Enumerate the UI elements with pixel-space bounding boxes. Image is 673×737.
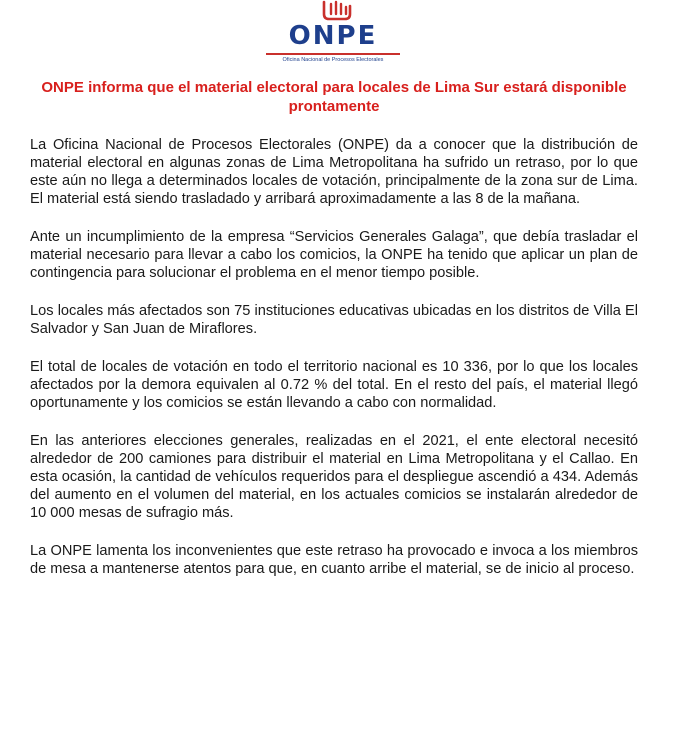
paragraph-6: La ONPE lamenta los inconvenientes que este retraso ha provocado e invoca a los miembros de mesa a mantenerse atentos para que, en cuanto arribe el material, se de inicio al proceso. — [30, 543, 638, 577]
logo-wordmark: ONPE — [288, 21, 378, 51]
logo-divider — [266, 53, 400, 55]
onpe-logo — [258, 0, 408, 66]
logo-subtitle: Oficina Nacional de Procesos Electorales — [282, 57, 384, 63]
press-release-body — [30, 136, 638, 598]
ballot-hand-icon — [320, 0, 354, 22]
paragraph-5: En las anteriores elecciones generales, realizadas en el 2021, el ente electoral necesitó alrededor de 200 camiones para distribuir el material en Lima Metropolitana y el Callao. En esta ocasión, la cantidad de vehículos requeridos para el despliegue ascendió a 434. Además del aumento en el volumen del material, en los actuales comicios se instalarán alrededor de 10 000 mesas de sufragio más. — [30, 433, 638, 521]
paragraph-4: El total de locales de votación en todo el territorio nacional es 10 336, por lo que los locales afectados por la demora equivalen al 0.72 % del total. En el resto del país, el material llegó oportunamente y los comicios se están llevando a cabo con normalidad. — [30, 359, 638, 411]
press-release-headline: ONPE informa que el material electoral para locales de Lima Sur estará disponible prontamente — [41, 79, 627, 115]
paragraph-1: La Oficina Nacional de Procesos Electorales (ONPE) da a conocer que la distribución de material electoral en algunas zonas de Lima Metropolitana ha sufrido un retraso, por lo que este aún no llega a determinados locales de votación, principalmente de la zona sur de Lima. El material está siendo trasladado y arribará aproximadamente a las 8 de la mañana. — [30, 137, 638, 207]
paragraph-2: Ante un incumplimiento de la empresa “Servicios Generales Galaga”, que debía trasladar el material necesario para llevar a cabo los comicios, la ONPE ha tenido que aplicar un plan de contingencia para solucionar el problema en el menor tiempo posible. — [30, 229, 638, 281]
paragraph-3: Los locales más afectados son 75 instituciones educativas ubicadas en los distritos de Villa El Salvador y San Juan de Miraflores. — [30, 303, 638, 337]
